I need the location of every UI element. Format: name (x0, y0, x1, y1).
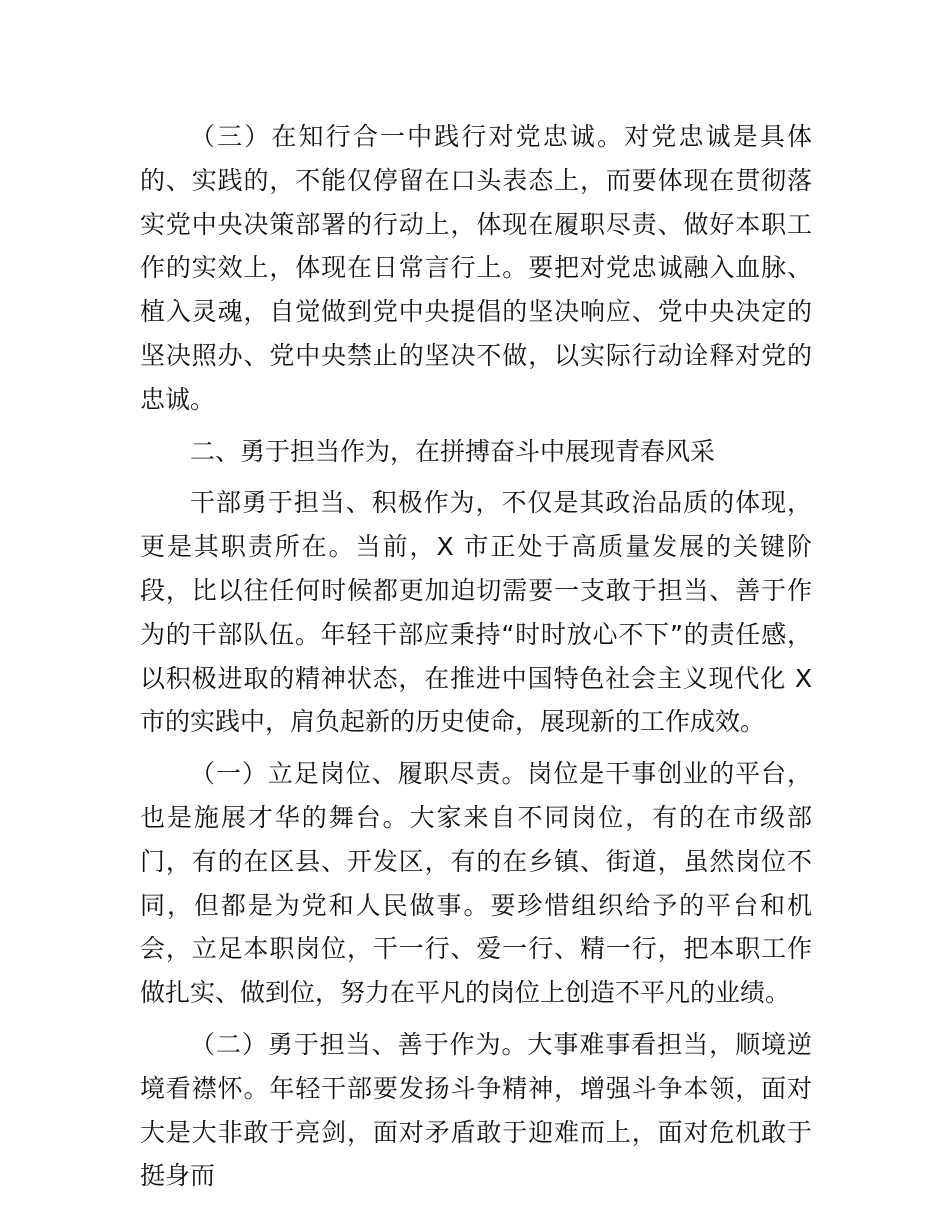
paragraph-post-duty: （一）立足岗位、履职尽责。岗位是干事创业的平台，也是施展才华的舞台。大家来自不同岗位，有的在市级部门，有的在区县、开发区，有的在乡镇、街道，虽然岗位不同，但都是为党和人民做事。要珍惜组织给予的平台和机会，立足本职岗位，干一行、爱一行、精一行，把本职工作做扎实、做到位，努力在平凡的岗位上创造不平凡的业绩。 (140, 759, 812, 1008)
paragraph-take-on-responsibility: （二）勇于担当、善于作为。大事难事看担当，顺境逆境看襟怀。年轻干部要发扬斗争精神，增强斗争本领，面对大是大非敢于亮剑，面对矛盾敢于迎难而上，面对危机敢于挺身而 (140, 1029, 812, 1191)
paragraph-loyalty-practice: （三）在知行合一中践行对党忠诚。对党忠诚是具体的、实践的，不能仅停留在口头表态上，而要体现在贯彻落实党中央决策部署的行动上，体现在履职尽责、做好本职工作的实效上，体现在日常言行上。要把对党忠诚融入血脉、植入灵魂，自觉做到党中央提倡的坚决响应、党中央决定的坚决照办、党中央禁止的坚决不做，以实际行动诠释对党的忠诚。 (140, 122, 812, 414)
paragraph-responsibility: 干部勇于担当、积极作为，不仅是其政治品质的体现，更是其职责所在。当前，X 市正处于高质量发展的关键阶段，比以往任何时候都更加迫切需要一支敢于担当、善于作为的干部队伍。年轻干部应秉持“时时放心不下”的责任感，以积极进取的精神状态，在推进中国特色社会主义现代化 X 市的实践中，肩负起新的历史使命，展现新的工作成效。 (140, 488, 812, 737)
section-heading-two: 二、勇于担当作为，在拼搏奋斗中展现青春风采 (190, 436, 716, 466)
document-body (140, 115, 812, 1198)
